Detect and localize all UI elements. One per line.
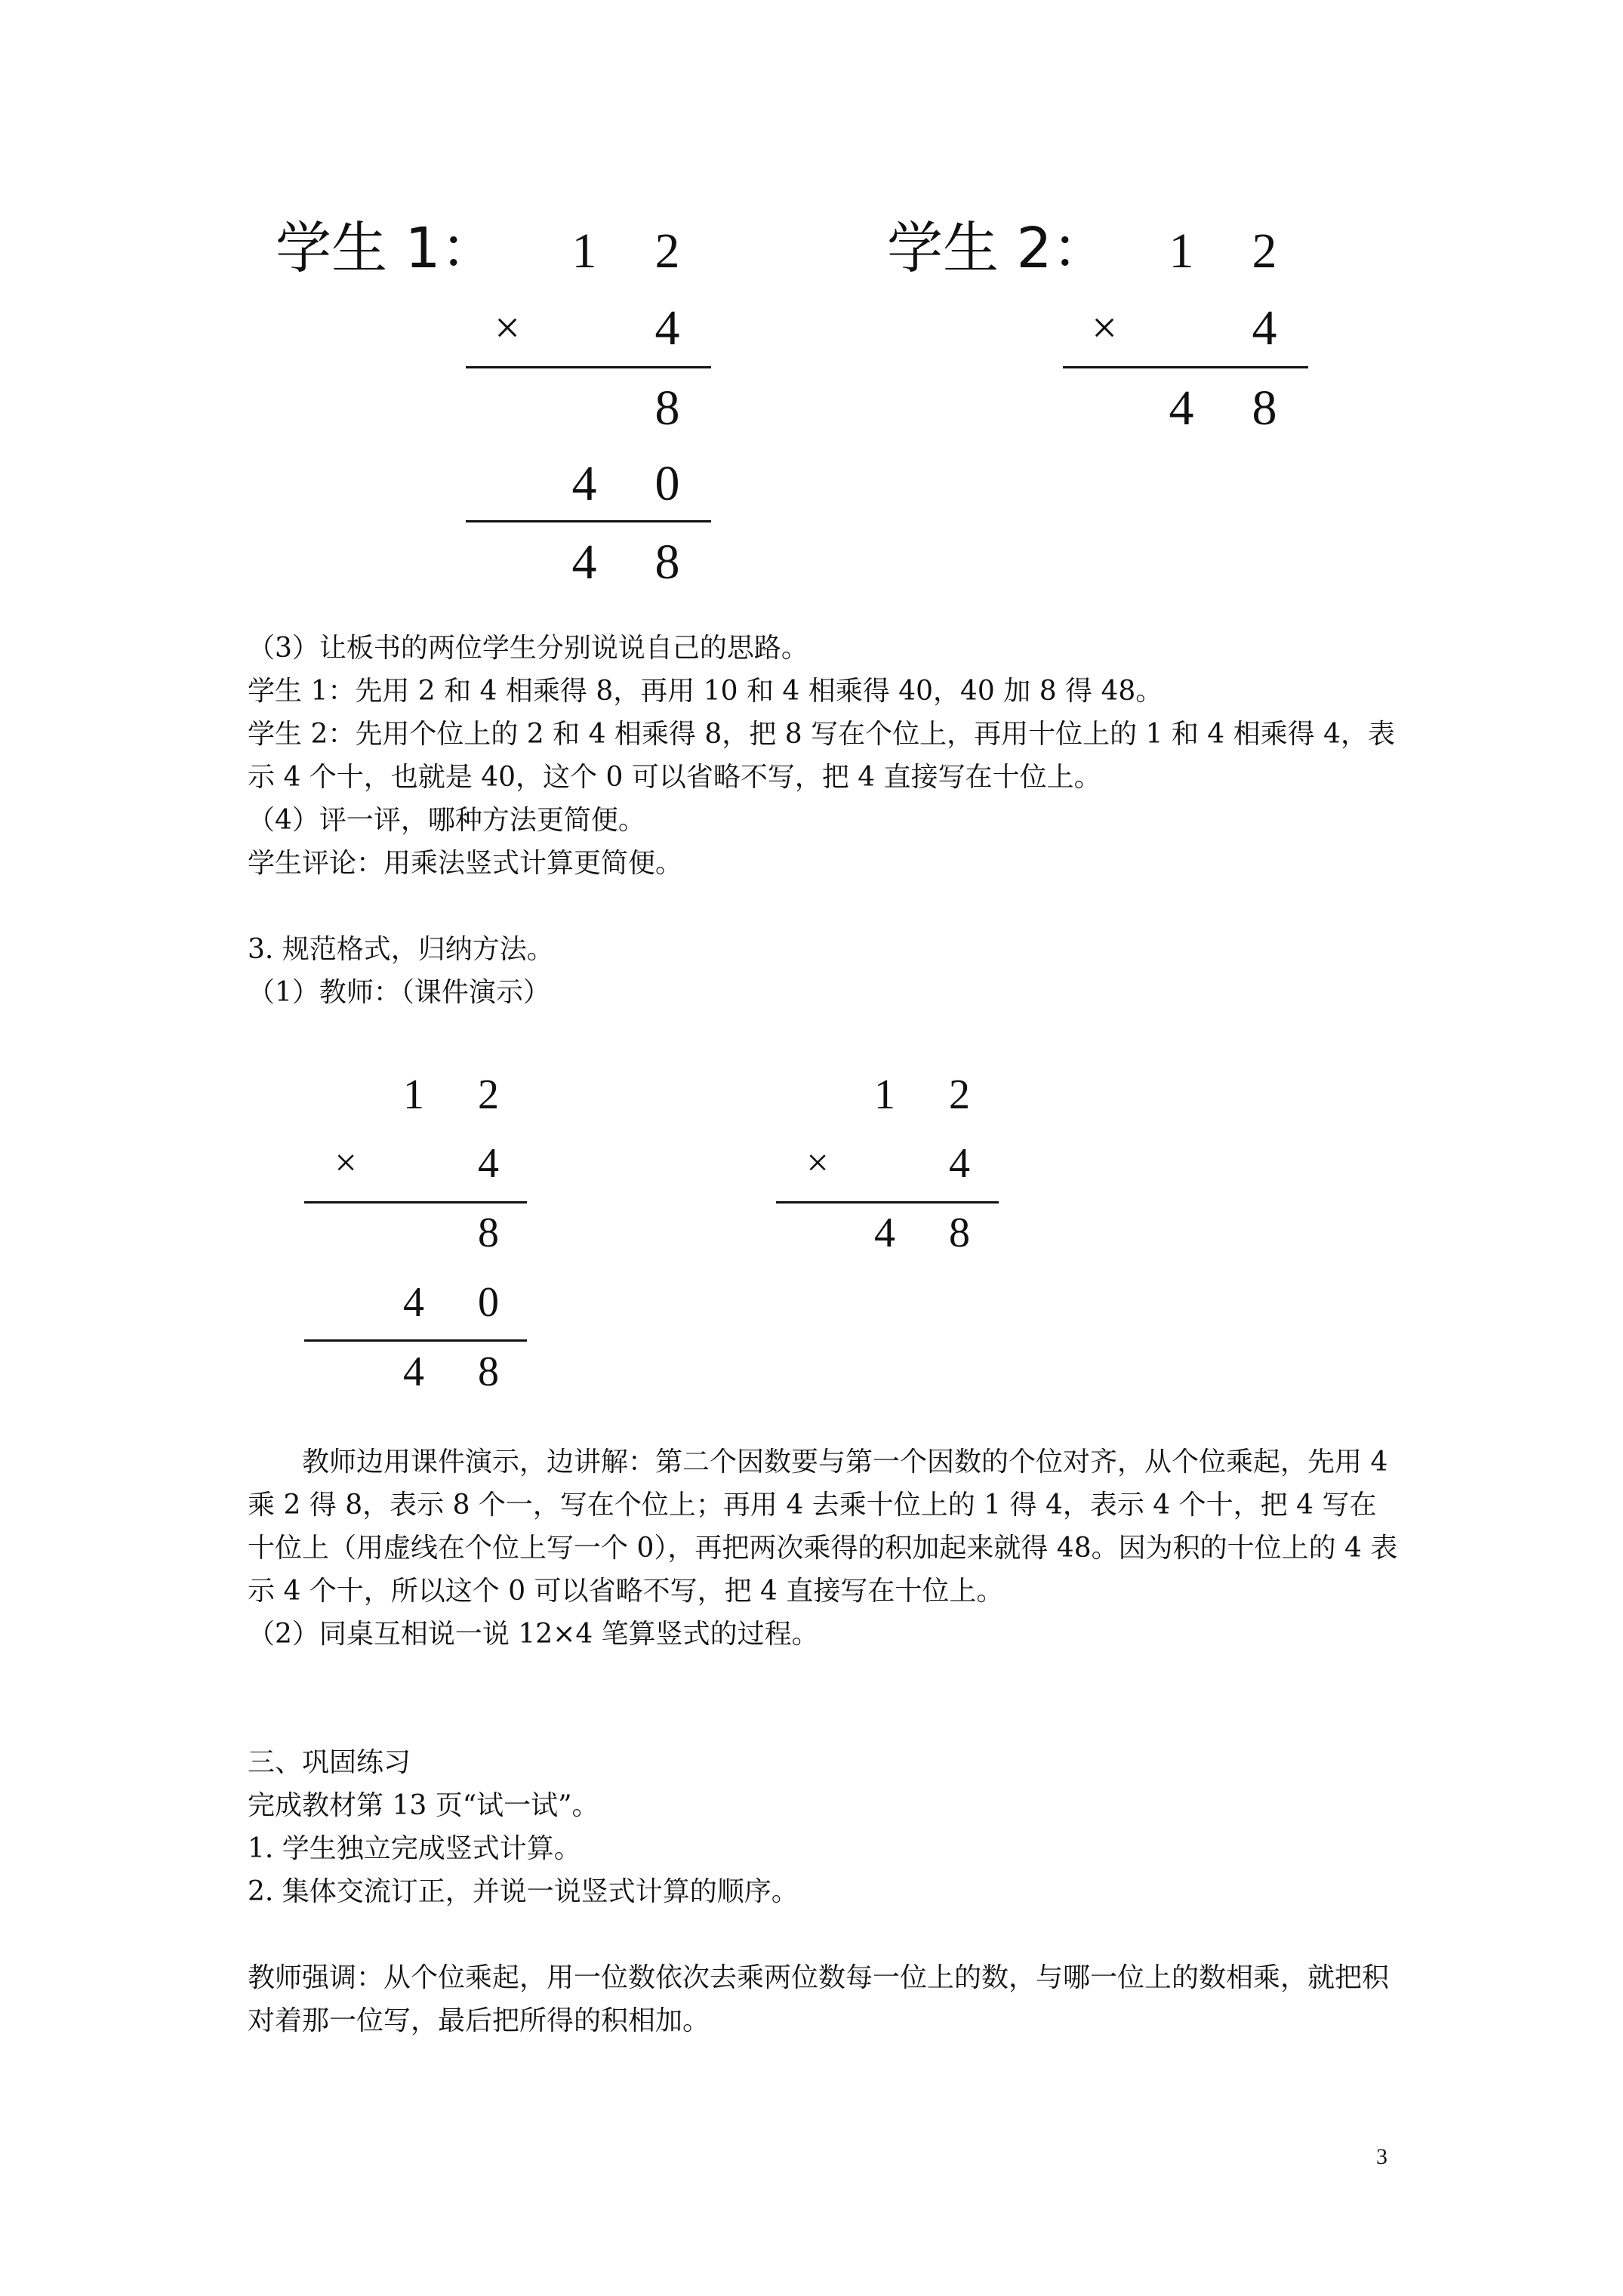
- paragraph-d4: 2. 集体交流订正，并说一说竖式计算的顺序。: [248, 1876, 799, 1907]
- paragraph-a3: 学生 2：先用个位上的 2 和 4 相乘得 8，把 8 写在个位上，再用十位上的 1 和 4 相乘得 4，表示 4 个十，也就是 40，这个 0 可以省略不写，把 4 直接写在十位上。: [248, 719, 1395, 793]
- teacher1-partial2-ones: 0: [478, 1279, 499, 1326]
- paragraph-b1: 3. 规范格式，归纳方法。: [248, 934, 554, 965]
- student1-partial1: 8: [654, 381, 680, 436]
- student2-result-tens: 4: [1169, 381, 1194, 436]
- student1-rule-1: [466, 366, 711, 368]
- paragraph-d2: 完成教材第 13 页“试一试”。: [248, 1790, 599, 1821]
- teacher1-result-tens: 4: [403, 1348, 424, 1395]
- teacher1-partial2-tens: 4: [403, 1279, 424, 1326]
- teacher2-multiplicand-tens: 1: [874, 1071, 895, 1118]
- student1-partial2-ones: 0: [654, 456, 680, 511]
- student1-result-tens: 4: [571, 535, 597, 590]
- teacher2-rule-1: [776, 1201, 999, 1203]
- section-heading-consolidation: 三、巩固练习: [248, 1747, 411, 1778]
- teacher1-rule-2: [304, 1339, 527, 1342]
- student1-partial2-tens: 4: [571, 456, 597, 511]
- teacher1-partial1: 8: [478, 1210, 499, 1256]
- paragraph-c2: （2）同桌互相说一说 12×4 笔算竖式的过程。: [248, 1619, 819, 1650]
- student1-result-ones: 8: [654, 535, 680, 590]
- teacher1-multiplicand-tens: 1: [403, 1071, 424, 1118]
- paragraph-a1: （3）让板书的两位学生分别说说自己的思路。: [248, 633, 808, 664]
- teacher2-operator: ×: [806, 1142, 829, 1185]
- student1-label: 学生 1：: [276, 216, 497, 281]
- student2-multiplicand-ones: 2: [1252, 223, 1277, 279]
- student2-multiplicand-tens: 1: [1169, 223, 1194, 279]
- paragraph-b2: （1）教师：（课件演示）: [248, 977, 550, 1008]
- paragraph-a4: （4）评一评，哪种方法更简便。: [248, 805, 645, 836]
- student2-result-ones: 8: [1252, 381, 1277, 436]
- teacher1-operator: ×: [334, 1142, 357, 1185]
- student2-label: 学生 2：: [887, 216, 1108, 281]
- teacher1-multiplier: 4: [478, 1140, 499, 1187]
- student2-multiplier: 4: [1252, 300, 1277, 356]
- student1-rule-2: [466, 520, 711, 522]
- teacher2-multiplier: 4: [949, 1140, 970, 1187]
- paragraph-e1: 教师强调：从个位乘起，用一位数依次去乘两位数每一位上的数，与哪一位上的数相乘，就把积对着那一位写，最后把所得的积相加。: [248, 1962, 1390, 2036]
- student1-multiplier: 4: [654, 300, 680, 356]
- student2-operator: ×: [1092, 303, 1117, 353]
- page-number: 3: [1376, 2144, 1387, 2169]
- teacher1-multiplicand-ones: 2: [478, 1071, 499, 1118]
- teacher1-result-ones: 8: [478, 1348, 499, 1395]
- paragraph-c1: 教师边用课件演示，边讲解：第二个因数要与第一个因数的个位对齐，从个位乘起，先用 4 乘 2 得 8，表示 8 个一，写在个位上；再用 4 去乘十位上的 1 得 4，表示 4 个十，把 4 写在十位上（用虚线在个位上写一个 0），再把两次乘得的积加起来就得 48。因为积的十位上的 4 表示 4 个十，所以这个 0 可以省略不写，把 4 直接写在十位上。: [248, 1447, 1398, 1607]
- paragraph-a5: 学生评论：用乘法竖式计算更简便。: [248, 848, 683, 879]
- paragraph-a2: 学生 1：先用 2 和 4 相乘得 8，再用 10 和 4 相乘得 40，40 加 8 得 48。: [248, 676, 1163, 707]
- student1-operator: ×: [494, 303, 520, 353]
- student1-multiplicand-tens: 1: [571, 223, 597, 279]
- student2-rule-1: [1063, 366, 1308, 368]
- teacher1-rule-1: [304, 1201, 527, 1203]
- teacher2-multiplicand-ones: 2: [949, 1071, 970, 1118]
- paragraph-d3: 1. 学生独立完成竖式计算。: [248, 1833, 581, 1864]
- student1-multiplicand-ones: 2: [654, 223, 680, 279]
- teacher2-result-tens: 4: [874, 1210, 895, 1256]
- teacher2-result-ones: 8: [949, 1210, 970, 1256]
